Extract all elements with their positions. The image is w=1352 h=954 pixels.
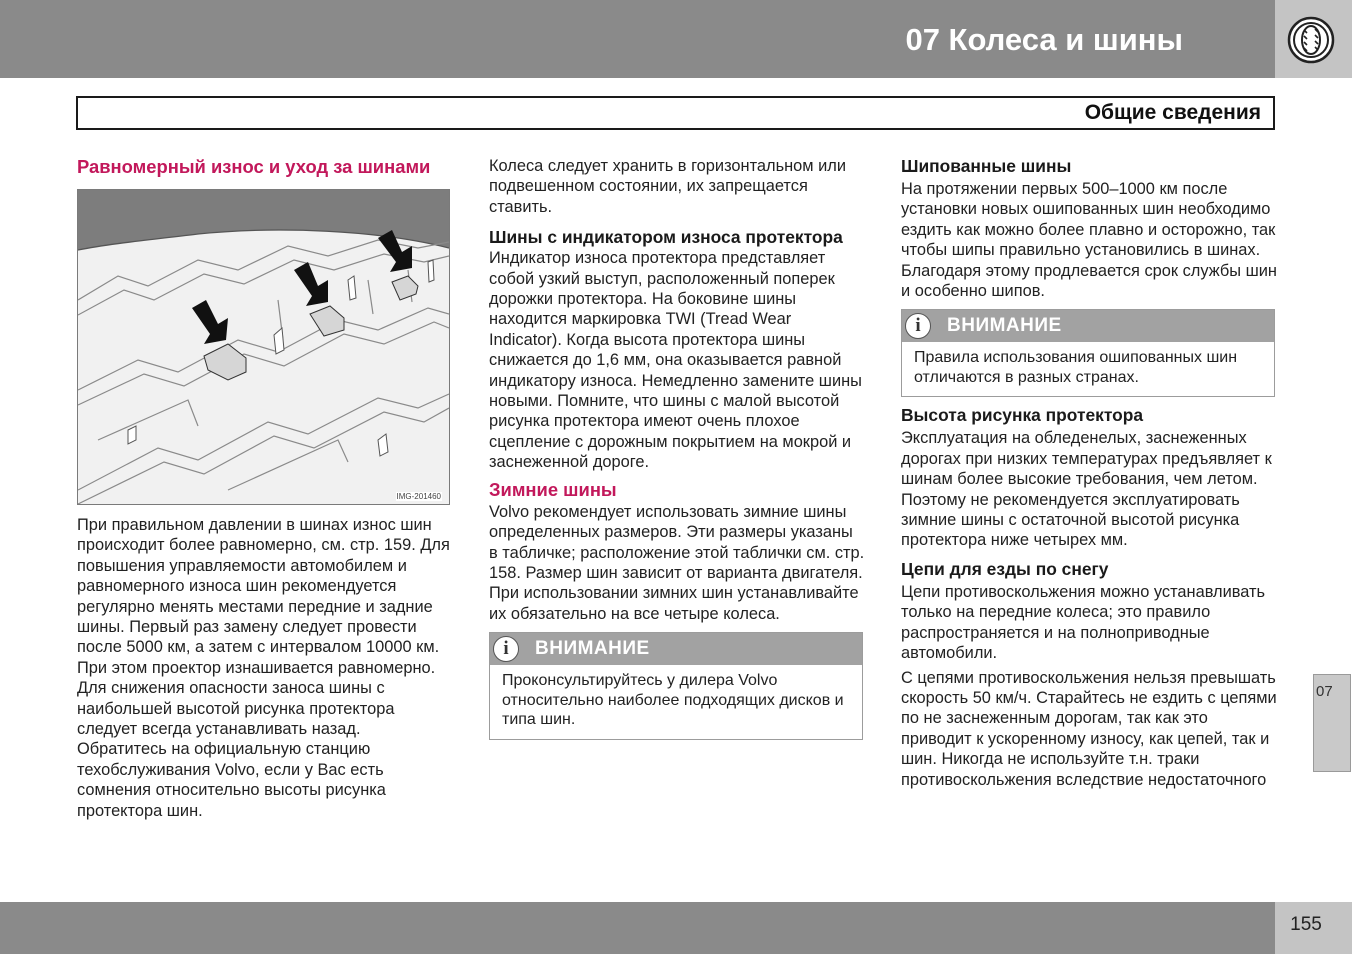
warning-box-dealer (489, 632, 863, 740)
studded-heading: Шипованные шины (901, 156, 1072, 176)
tread-wear-indicator-illustration (78, 190, 449, 504)
warning-text: Правила использования ошипованных шин отличаются в разных странах. (914, 349, 1238, 386)
chapter-title: 07 Колеса и шины (905, 22, 1183, 57)
chapter-side-tab (1313, 674, 1351, 772)
warning-box-studded (901, 309, 1275, 397)
warning-title: ВНИМАНИЕ (947, 315, 1062, 337)
section-title: Общие сведения (1084, 101, 1261, 124)
wear-body: При правильном давлении в шинах износ шин происходит более равномерно, см. стр. 159. Для повышения управляемости автомобилем и равномерного износа шин рекомендуется регулярно менять местами передние и задние шины. Первый раз замену следует провести после 5000 км, а затем с интервалом 10000 км. При этом проектор изнашивается равномерно. Для снижения опасности заноса шины с наибольшей высотой рисунка протектора следует всегда устанавливать назад. Обратитесь на официальную станцию техобслуживания Volvo, если у Вас есть сомнения относительно высоты рисунка протектора шин. (77, 516, 450, 820)
winter-heading: Зимние шины (489, 478, 617, 500)
chains-body-1: Цепи противоскольжения можно устанавливать только на передние колеса; это правило распространяется и на полноприводные автомобили. (901, 582, 1266, 663)
chains-body-2: С цепями противоскольжения нельзя превышать скорость 50 км/ч. Старайтесь не ездить с цепями по не заснеженным дорогам, так как это приводит к ускоренному износу, как цепей, так и шин. Никогда не используйте т.н. траки противоскольжения вследствие недостаточного (901, 668, 1277, 789)
warning-header (902, 310, 1274, 342)
column-right (901, 156, 1277, 790)
chapter-icon-box (1275, 0, 1352, 78)
twi-body: Индикатор износа протектора представляет собой узкий выступ, расположенный поперек дорожки протектора. На боковине шины находится маркировка TWI (Tread Wear Indicator). Когда высота протектора шины снижается до 1,6 мм, она оказывается равной индикатору износа. Немедленно замените шины новыми. Помните, что шины с малой высотой рисунка протектора имеют очень плохое сцепление с дорожным покрытием на мокрой и заснеженной дороге. (489, 249, 862, 472)
warning-header (490, 633, 862, 665)
column-left (77, 156, 452, 821)
storage-text: Колеса следует хранить в горизонтальном или подвешенном состоянии, их запрещается ставить. (489, 157, 846, 216)
depth-body: Эксплуатация на обледенелых, заснеженных дорогах при низких температурах предъявляет к шинам более высокие требования, чем летом. Поэтому не рекомендуется эксплуатировать зимние шины с остаточной высотой рисунка протектора ниже четырех мм. (901, 429, 1272, 550)
depth-heading: Высота рисунка протектора (901, 405, 1144, 426)
info-icon: i (905, 313, 931, 339)
column-middle (489, 156, 865, 740)
image-code: IMG-201460 (396, 492, 441, 501)
tread-illustration (77, 189, 450, 505)
footer-bar (0, 902, 1275, 954)
header-bar (0, 0, 1275, 78)
page-number: 155 (1290, 914, 1322, 935)
info-icon: i (493, 636, 519, 662)
section-title-box (76, 96, 1275, 130)
tire-icon (1287, 16, 1335, 64)
wear-heading: Равномерный износ и уход за шинами (77, 156, 431, 177)
twi-heading: Шины с индикатором износа протектора (489, 227, 843, 248)
warning-title: ВНИМАНИЕ (535, 638, 650, 660)
studded-body: На протяжении первых 500–1000 км после установки новых ошипованных шин необходимо ездить как можно более плавно и осторожно, так чтобы шипы правильно установились в шинах. Благодаря этому продлевается срок службы шин и особенно шипов. (901, 180, 1277, 301)
winter-body: Volvo рекомендует использовать зимние шины определенных размеров. Эти размеры указаны в табличке; расположение этой таблички см. стр. 158. Размер шин зависит от варианта двигателя. При использовании зимних шин устанавливайте их обязательно на все четыре колеса. (489, 502, 865, 623)
chains-heading: Цепи для езды по снегу (901, 558, 1109, 579)
warning-text: Проконсультируйтесь у дилера Volvo относительно наиболее подходящих дисков и типа шин. (502, 672, 844, 729)
page-number-box (1275, 902, 1352, 954)
side-tab-label: 07 (1316, 683, 1333, 700)
